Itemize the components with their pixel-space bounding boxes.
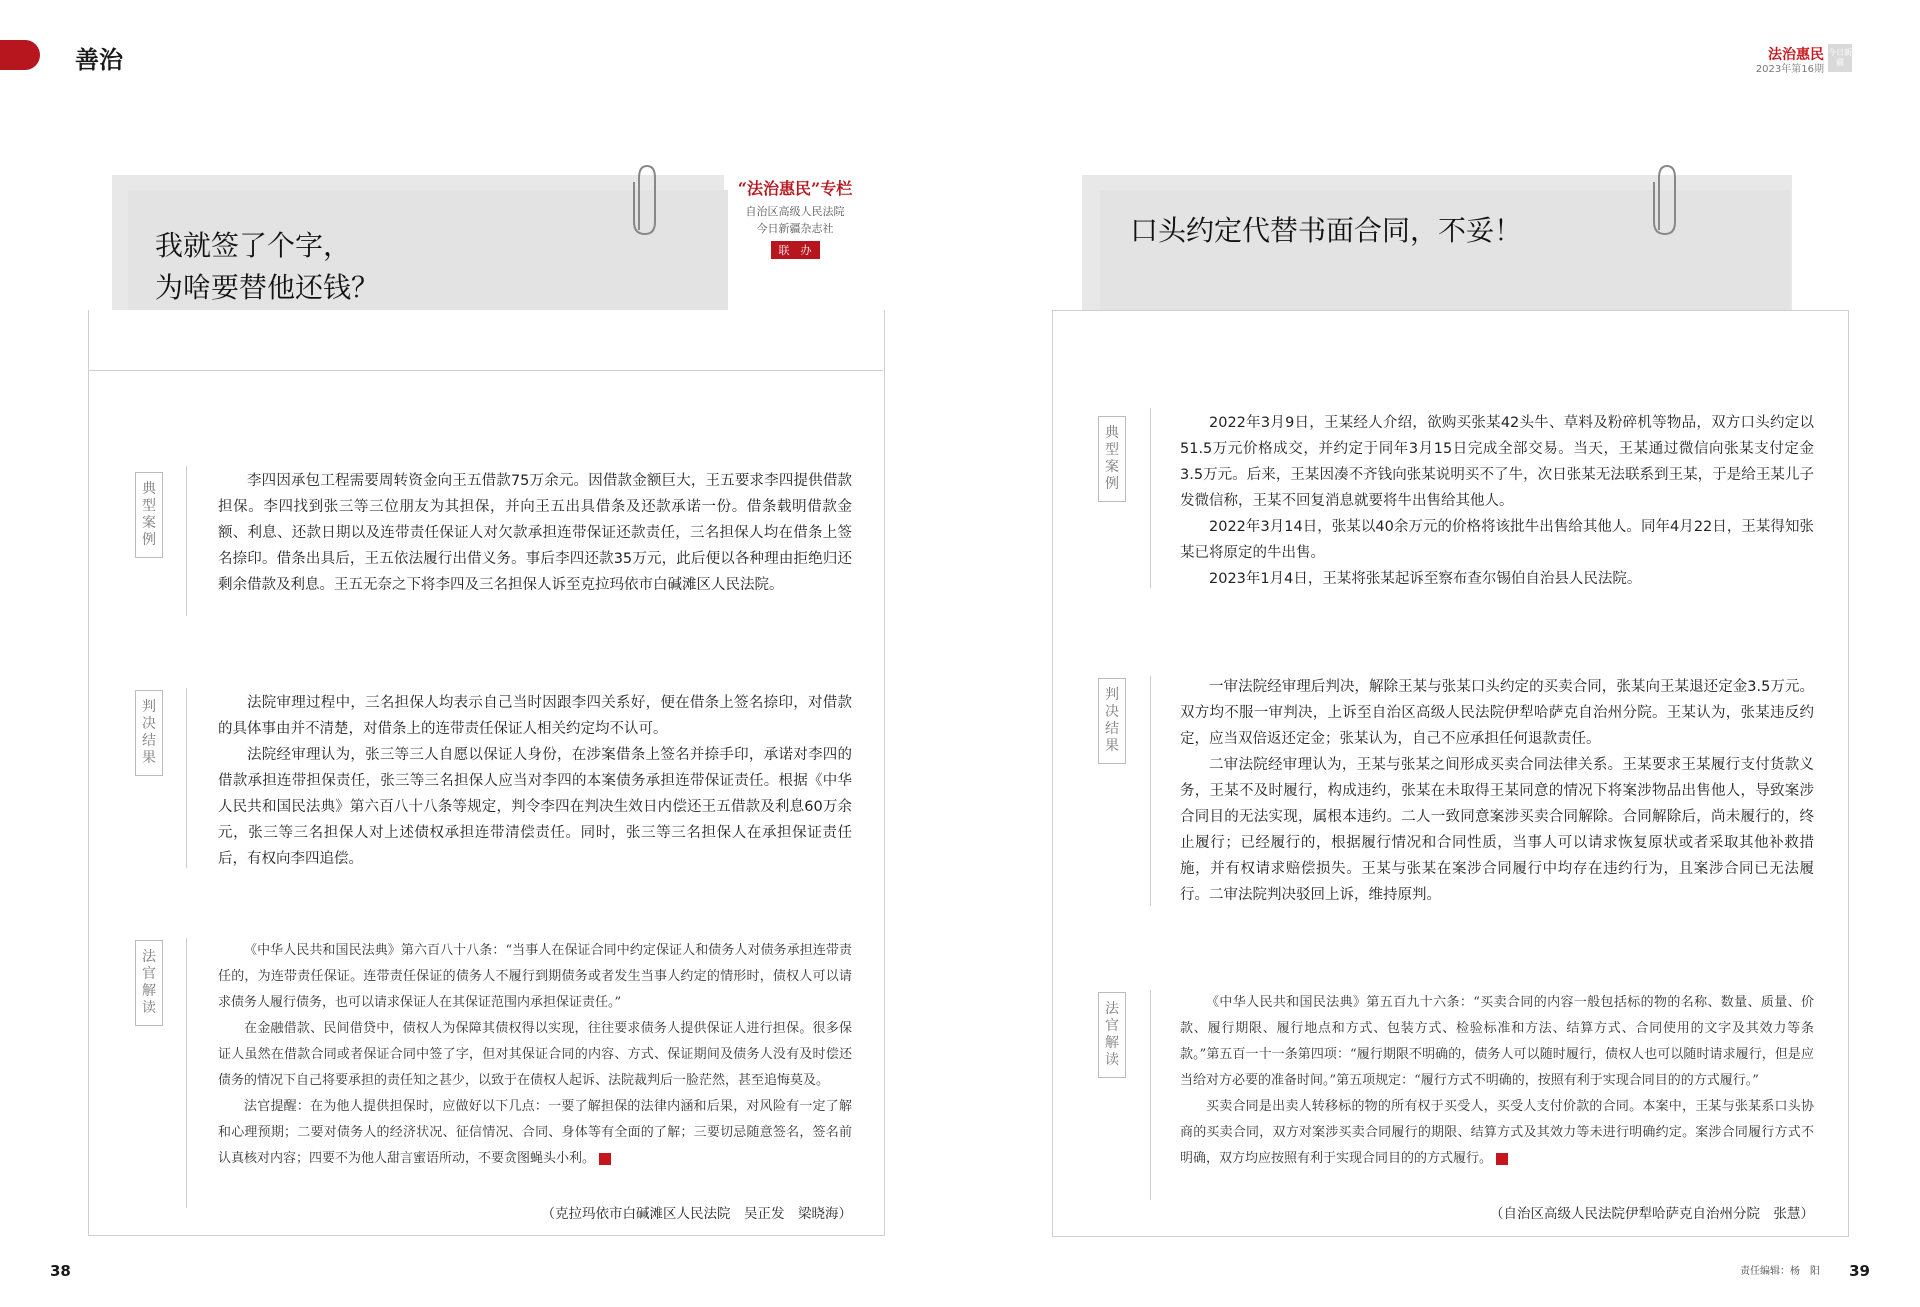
right-label-result-line — [1150, 676, 1151, 906]
left-result-section — [218, 690, 852, 872]
right-case-section — [1180, 410, 1814, 592]
right-case-para: 2022年3月9日，王某经人介绍，欲购买张某42头牛、草料及粉碎机等物品，双方口头约定以51.5万元价格成交，并约定于同年3月15日完成全部交易。当天，王某通过微信向张某支付定金3.5万元。后来，王某因凑不齐钱向张某说明买不了牛，次日张某无法联系到王某，于是给王某儿子发微信称，王某不回复消息就要将牛出售给其他人。 — [1180, 415, 1814, 509]
left-article-title — [155, 225, 379, 309]
editor-credit: 责任编辑：杨 阳 — [1740, 1266, 1820, 1277]
right-label-judge: 法官解读 — [1098, 992, 1126, 1078]
left-result-para: 法院经审理认为，张三等三人自愿以保证人身份，在涉案借条上签名并捺手印，承诺对李四的借款承担连带担保责任，张三等三名担保人应当对李四的本案债务承担连带保证责任。根据《中华人民共和国民法典》第六百八十八条等规定，判令李四在判决生效日内偿还王五借款及利息60万余元，张三等三名担保人对上述债权承担连带清偿责任。同时，张三等三名担保人在承担保证责任后，有权向李四追偿。 — [218, 747, 852, 867]
right-label-case: 典型案例 — [1098, 416, 1126, 502]
left-judge-section — [218, 938, 852, 1172]
right-result-section — [1180, 674, 1814, 908]
left-box-left-edge — [88, 370, 89, 1235]
right-result-para: 二审法院经审理认为，王某与张某之间形成买卖合同法律关系。王某要求王某履行支付货款义务，王某不及时履行，构成违约，张某在未取得王某同意的情况下将案涉物品出售他人，导致案涉合同目的无法实现，属根本违约。二人一致同意案涉买卖合同解除。合同解除后，尚未履行的，终止履行；已经履行的，根据履行情况和合同性质，当事人可以请求恢复原状或者采取其他补救措施，并有权请求赔偿损失。王某与张某在案涉合同履行中均存在违约行为，且案涉合同已无法履行。二审法院判决驳回上诉，维持原判。 — [1180, 757, 1814, 903]
column-info — [735, 176, 855, 259]
left-judge-para: 法官提醒：在为他人提供担保时，应做好以下几点：一要了解担保的法律内涵和后果，对风险有一定了解和心理预期；二要对债务人的经济状况、征信情况、合同、身体等有全面的了解；三要切忌随意签名，签名前认真核对内容；四要不为他人甜言蜜语所动，不要贪图蝇头小利。 — [218, 1099, 852, 1166]
end-mark-icon — [1496, 1153, 1508, 1165]
left-label-result-line — [186, 688, 187, 868]
left-box-topborder — [88, 370, 883, 371]
left-label-judge-line — [186, 938, 187, 1208]
right-case-para: 2022年3月14日，张某以40余万元的价格将该批牛出售给其他人。同年4月22日，王某得知张某已将原定的牛出售。 — [1180, 519, 1814, 561]
right-article-title: 口头约定代替书面合同，不妥！ — [1130, 214, 1523, 247]
left-label-judge: 法官解读 — [135, 940, 163, 1026]
column-badge: 联 办 — [771, 241, 820, 259]
magazine-issue: 2023年第16期 — [1755, 64, 1824, 75]
magazine-logo: 今日新疆 — [1828, 44, 1852, 72]
left-label-result: 判决结果 — [135, 690, 163, 776]
right-result-para: 一审法院经审理后判决，解除王某与张某口头约定的买卖合同，张某向王某退还定金3.5万元。双方均不服一审判决，上诉至自治区高级人民法院伊犁哈萨克自治州分院。王某认为，张某违反约定，应当双倍返还定金；张某认为，自己不应承担任何退款责任。 — [1180, 679, 1814, 747]
left-title-line1: 我就签了个字， — [155, 229, 352, 262]
left-result-para: 法院审理过程中，三名担保人均表示自己当时因跟李四关系好，便在借条上签名捺印，对借款的具体事由并不清楚，对借条上的连带责任保证人相关约定均不认可。 — [218, 695, 852, 737]
right-label-result: 判决结果 — [1098, 678, 1126, 764]
right-judge-para: 买卖合同是出卖人转移标的物的所有权于买受人，买受人支付价款的合同。本案中，王某与张某系口头协商的买卖合同，双方对案涉买卖合同履行的期限、结算方式及其效力等未进行明确约定。案涉合同履行方式不明确，双方均应按照有利于实现合同目的的方式履行。 — [1180, 1099, 1814, 1166]
right-signature: （自治区高级人民法院伊犁哈萨克自治州分院 张慧） — [1490, 1206, 1814, 1222]
left-page-number: 38 — [50, 1262, 71, 1280]
right-label-judge-line — [1150, 990, 1151, 1200]
end-mark-icon — [599, 1153, 611, 1165]
left-title-line2: 为啥要替他还钱？ — [155, 271, 380, 304]
right-case-para: 2023年1月4日，王某将张某起诉至察布查尔锡伯自治县人民法院。 — [1209, 571, 1642, 587]
left-label-case-line — [186, 466, 187, 616]
section-red-tab — [0, 40, 40, 70]
column-org1: 自治区高级人民法院 — [745, 205, 845, 218]
column-name: “法治惠民”专栏 — [737, 179, 853, 198]
paperclip-icon — [1645, 160, 1685, 240]
right-label-case-line — [1150, 408, 1151, 588]
right-judge-section — [1180, 990, 1814, 1172]
left-case-section — [218, 468, 852, 598]
left-judge-para: 在金融借款、民间借贷中，债权人为保障其债权得以实现，往往要求债务人提供保证人进行担保。很多保证人虽然在借款合同或者保证合同中签了字，但对其保证合同的内容、方式、保证期间及债务人没有及时偿还债务的情况下自己将要承担的责任知之甚少，以致于在债权人起诉、法院裁判后一脸茫然，甚至追悔莫及。 — [218, 1021, 852, 1088]
left-signature: （克拉玛依市白碱滩区人民法院 吴正发 梁晓海） — [541, 1206, 852, 1222]
magazine-name: 法治惠民 — [1768, 47, 1824, 63]
left-judge-para: 《中华人民共和国民法典》第六百八十八条：“当事人在保证合同中约定保证人和债务人对债务承担连带责任的，为连带责任保证。连带责任保证的债务人不履行到期债务或者发生当事人约定的情形时，债权人可以请求债务人履行债务，也可以请求保证人在其保证范围内承担保证责任。” — [218, 943, 852, 1010]
paperclip-icon — [625, 160, 665, 240]
column-org2: 今日新疆杂志社 — [756, 222, 834, 235]
left-label-case: 典型案例 — [135, 472, 163, 558]
section-title: 善治 — [75, 45, 123, 74]
right-page-number: 39 — [1849, 1262, 1870, 1280]
left-case-para: 李四因承包工程需要周转资金向王五借款75万余元。因借款金额巨大，王五要求李四提供借款担保。李四找到张三等三位朋友为其担保，并向王五出具借条及还款承诺一份。借条载明借款金额、利息、还款日期以及连带责任保证人对欠款承担连带保证还款责任，三名担保人均在借条上签名捺印。借条出具后，王五依法履行出借义务。事后李四还款35万元，此后便以各种理由拒绝归还剩余借款及利息。王五无奈之下将李四及三名担保人诉至克拉玛依市白碱滩区人民法院。 — [218, 473, 852, 593]
right-judge-para: 《中华人民共和国民法典》第五百九十六条：“买卖合同的内容一般包括标的物的名称、数量、质量、价款、履行期限、履行地点和方式、包装方式、检验标准和方法、结算方式、合同使用的文字及其效力等条款。”第五百一十一条第四项：“履行期限不明确的，债务人可以随时履行，债权人也可以随时请求履行，但是应当给对方必要的准备时间。”第五项规定：“履行方式不明确的，按照有利于实现合同目的的方式履行。” — [1180, 995, 1814, 1088]
